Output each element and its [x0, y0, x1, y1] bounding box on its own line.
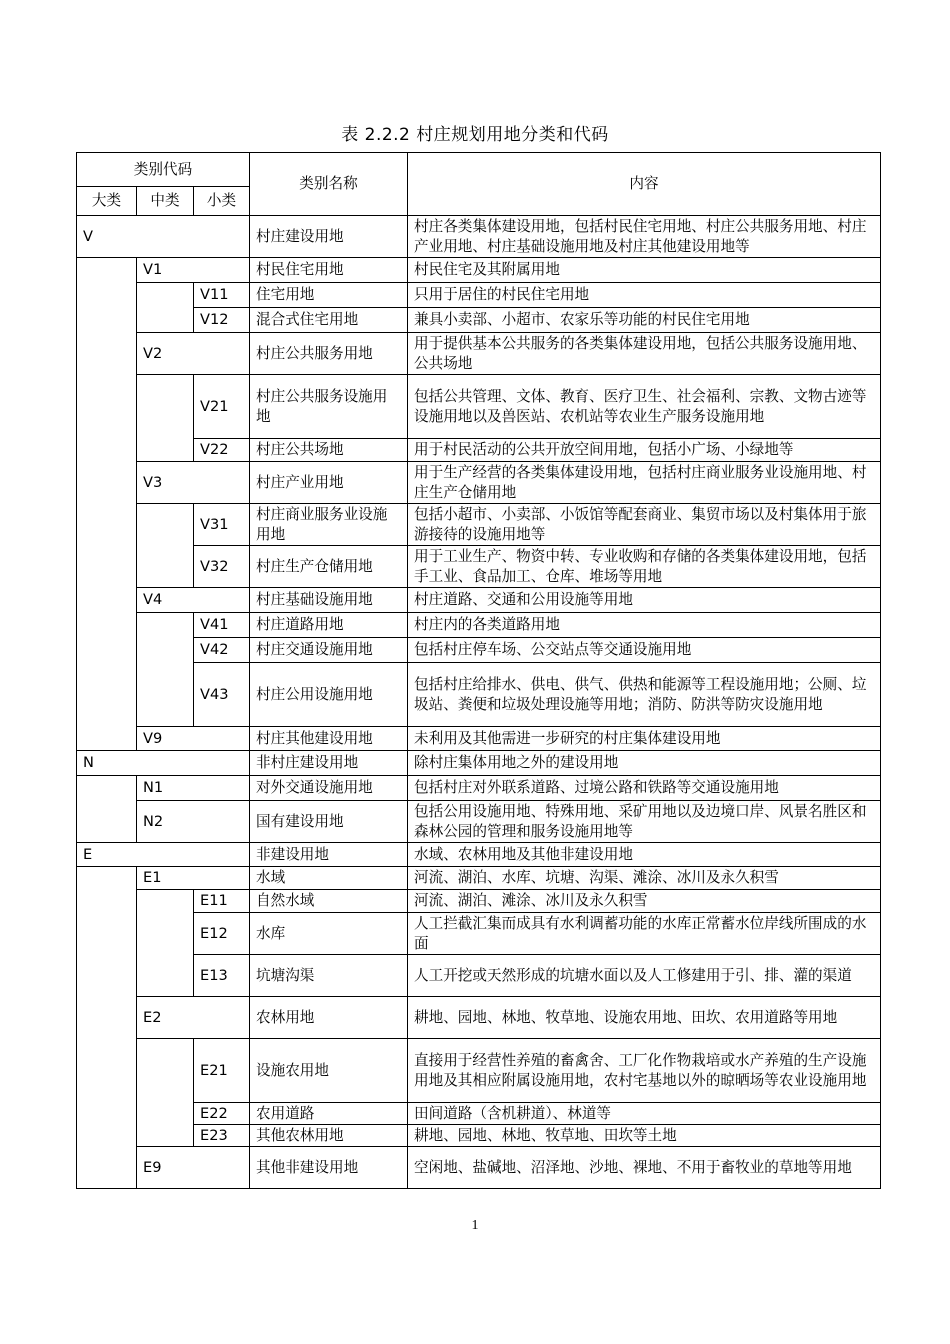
category-content: 村庄各类集体建设用地，包括村民住宅用地、村庄公共服务用地、村庄产业用地、村庄基础设施用地及村庄其他建设用地等: [408, 216, 881, 258]
minor-code: E22: [194, 1103, 250, 1125]
medium-code: E1: [137, 867, 250, 890]
medium-code: V3: [137, 462, 250, 504]
table-row: [77, 801, 881, 843]
category-content: 人工拦截汇集而成具有水利调蓄功能的水库正常蓄水位岸线所围成的水面: [408, 913, 881, 955]
minor-code: V12: [194, 308, 250, 333]
major-code: E: [77, 843, 250, 867]
category-name: 住宅用地: [250, 283, 408, 308]
table-row: [77, 462, 881, 504]
medium-span-cell: [137, 1039, 194, 1147]
category-name: 村庄产业用地: [250, 462, 408, 504]
category-name: 村庄生产仓储用地: [250, 546, 408, 588]
category-name: 村庄其他建设用地: [250, 727, 408, 751]
table-row: [77, 843, 881, 867]
header-minor: 小类: [194, 187, 250, 216]
minor-code: E12: [194, 913, 250, 955]
minor-code: V42: [194, 638, 250, 663]
category-name: 水域: [250, 867, 408, 890]
table-row: [77, 546, 881, 588]
table-row: [77, 955, 881, 997]
major-span-cell: [77, 258, 137, 751]
minor-code: E21: [194, 1039, 250, 1103]
medium-span-cell: [137, 613, 194, 727]
table-row: [77, 890, 881, 913]
category-name: 村庄公用设施用地: [250, 663, 408, 727]
table-row: [77, 613, 881, 638]
table-row: [77, 751, 881, 776]
category-content: 村庄道路、交通和公用设施等用地: [408, 588, 881, 613]
header-category-name: 类别名称: [250, 153, 408, 216]
category-content: 空闲地、盐碱地、沼泽地、沙地、裸地、不用于畜牧业的草地等用地: [408, 1147, 881, 1189]
table-row: [77, 258, 881, 283]
category-name: 混合式住宅用地: [250, 308, 408, 333]
category-content: 只用于居住的村民住宅用地: [408, 283, 881, 308]
medium-span-cell: [137, 375, 194, 462]
category-name: 其他农林用地: [250, 1125, 408, 1147]
minor-code: E23: [194, 1125, 250, 1147]
category-name: 村庄公共服务设施用地: [250, 375, 408, 439]
category-name: 农用道路: [250, 1103, 408, 1125]
category-content: 水域、农林用地及其他非建设用地: [408, 843, 881, 867]
category-name: 村庄公共服务用地: [250, 333, 408, 375]
minor-code: V11: [194, 283, 250, 308]
category-name: 设施农用地: [250, 1039, 408, 1103]
minor-code: E11: [194, 890, 250, 913]
category-name: 自然水域: [250, 890, 408, 913]
category-content: 兼具小卖部、小超市、农家乐等功能的村民住宅用地: [408, 308, 881, 333]
table-row: [77, 216, 881, 258]
table-title: 表 2.2.2 村庄规划用地分类和代码: [341, 125, 609, 145]
category-name: 坑塘沟渠: [250, 955, 408, 997]
category-content: 未利用及其他需进一步研究的村庄集体建设用地: [408, 727, 881, 751]
page-number: 1: [471, 1218, 479, 1233]
category-content: 包括村庄停车场、公交站点等交通设施用地: [408, 638, 881, 663]
category-content: 用于工业生产、物资中转、专业收购和存储的各类集体建设用地，包括手工业、食品加工、仓库、堆场等用地: [408, 546, 881, 588]
medium-code: V1: [137, 258, 250, 283]
minor-code: E13: [194, 955, 250, 997]
minor-code: V32: [194, 546, 250, 588]
table-row: [77, 308, 881, 333]
category-content: 田间道路（含机耕道）、林道等: [408, 1103, 881, 1125]
major-code: N: [77, 751, 250, 776]
minor-code: V31: [194, 504, 250, 546]
category-content: 直接用于经营性养殖的畜禽舍、工厂化作物栽培或水产养殖的生产设施用地及其相应附属设施用地，农村宅基地以外的晾晒场等农业设施用地: [408, 1039, 881, 1103]
category-content: 村庄内的各类道路用地: [408, 613, 881, 638]
table-row: [77, 588, 881, 613]
table-row: [77, 1103, 881, 1125]
category-name: 村庄交通设施用地: [250, 638, 408, 663]
category-content: 耕地、园地、林地、牧草地、田坎等土地: [408, 1125, 881, 1147]
table-row: [77, 1039, 881, 1103]
category-content: 用于村民活动的公共开放空间用地，包括小广场、小绿地等: [408, 439, 881, 462]
category-content: 用于提供基本公共服务的各类集体建设用地，包括公共服务设施用地、公共场地: [408, 333, 881, 375]
category-name: 非建设用地: [250, 843, 408, 867]
category-content: 耕地、园地、林地、牧草地、设施农用地、田坎、农用道路等用地: [408, 997, 881, 1039]
table-row: [77, 1125, 881, 1147]
category-content: 包括小超市、小卖部、小饭馆等配套商业、集贸市场以及村集体用于旅游接待的设施用地等: [408, 504, 881, 546]
medium-span-cell: [137, 890, 194, 997]
category-name: 国有建设用地: [250, 801, 408, 843]
category-name: 村庄建设用地: [250, 216, 408, 258]
category-content: 包括村庄对外联系道路、过境公路和铁路等交通设施用地: [408, 776, 881, 801]
category-content: 包括村庄给排水、供电、供气、供热和能源等工程设施用地；公厕、垃圾站、粪便和垃圾处理设施等用地；消防、防洪等防灾设施用地: [408, 663, 881, 727]
category-name: 村庄道路用地: [250, 613, 408, 638]
minor-code: V41: [194, 613, 250, 638]
category-content: 除村庄集体用地之外的建设用地: [408, 751, 881, 776]
category-content: 村民住宅及其附属用地: [408, 258, 881, 283]
medium-code: N2: [137, 801, 250, 843]
table-row: [77, 504, 881, 546]
category-name: 水库: [250, 913, 408, 955]
table-row: [77, 1147, 881, 1189]
table-row: [77, 663, 881, 727]
category-name: 村民住宅用地: [250, 258, 408, 283]
category-name: 农林用地: [250, 997, 408, 1039]
table-row: [77, 997, 881, 1039]
table-row: [77, 867, 881, 890]
header-category-code: 类别代码: [77, 153, 250, 187]
category-content: 包括公共管理、文体、教育、医疗卫生、社会福利、宗教、文物古迹等设施用地以及兽医站、农机站等农业生产服务设施用地: [408, 375, 881, 439]
minor-code: V22: [194, 439, 250, 462]
category-name: 对外交通设施用地: [250, 776, 408, 801]
table-row: [77, 439, 881, 462]
header-content: 内容: [408, 153, 881, 216]
medium-code: N1: [137, 776, 250, 801]
medium-code: E9: [137, 1147, 250, 1189]
table-row: [77, 333, 881, 375]
category-name: 非村庄建设用地: [250, 751, 408, 776]
major-code: V: [77, 216, 250, 258]
header-medium: 中类: [137, 187, 194, 216]
medium-code: V4: [137, 588, 250, 613]
table-row: [77, 776, 881, 801]
category-content: 河流、湖泊、滩涂、冰川及永久积雪: [408, 890, 881, 913]
table-row: [77, 913, 881, 955]
table-row: [77, 638, 881, 663]
medium-code: V9: [137, 727, 250, 751]
medium-code: E2: [137, 997, 250, 1039]
medium-span-cell: [137, 504, 194, 588]
category-content: 包括公用设施用地、特殊用地、采矿用地以及边境口岸、风景名胜区和森林公园的管理和服务设施用地等: [408, 801, 881, 843]
category-name: 村庄商业服务业设施用地: [250, 504, 408, 546]
category-content: 用于生产经营的各类集体建设用地，包括村庄商业服务业设施用地、村庄生产仓储用地: [408, 462, 881, 504]
major-span-cell: [77, 867, 137, 1189]
header-major: 大类: [77, 187, 137, 216]
land-use-classification-table: [76, 152, 881, 1189]
table-row: [77, 727, 881, 751]
category-name: 村庄公共场地: [250, 439, 408, 462]
category-name: 其他非建设用地: [250, 1147, 408, 1189]
table-row: [77, 283, 881, 308]
table-row: [77, 375, 881, 439]
minor-code: V21: [194, 375, 250, 439]
category-content: 河流、湖泊、水库、坑塘、沟渠、滩涂、冰川及永久积雪: [408, 867, 881, 890]
minor-code: V43: [194, 663, 250, 727]
category-name: 村庄基础设施用地: [250, 588, 408, 613]
major-span-cell: [77, 776, 137, 843]
category-content: 人工开挖或天然形成的坑塘水面以及人工修建用于引、排、灌的渠道: [408, 955, 881, 997]
medium-span-cell: [137, 283, 194, 333]
medium-code: V2: [137, 333, 250, 375]
